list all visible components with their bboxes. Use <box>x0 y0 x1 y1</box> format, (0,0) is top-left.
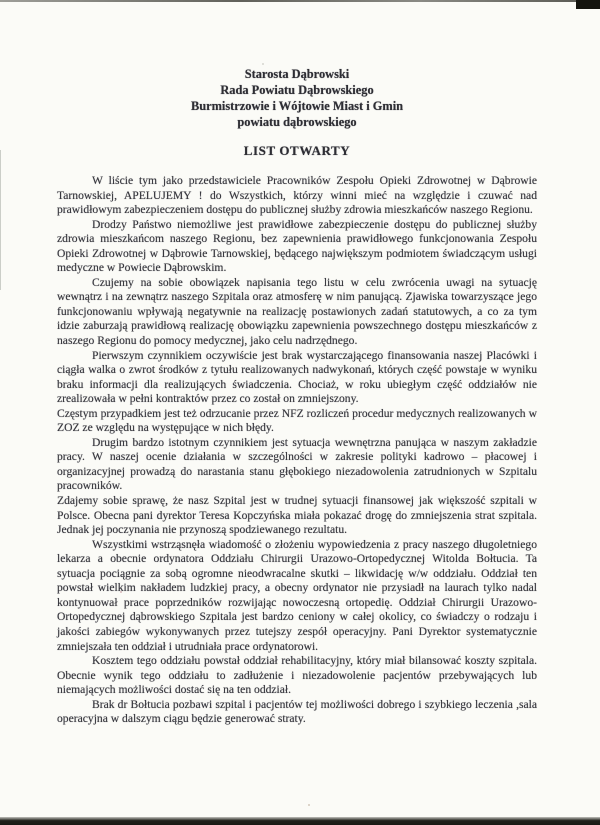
paragraph-brak-boltucia: Brak dr Bołtucia pozbawi szpital i pacjentów tej możliwości dobrego i szybkiego leczenia ,sala operacyjna w dalszym ciągu będzie generować straty. <box>57 697 537 726</box>
paragraph-rehabilitacja: Kosztem tego oddziału powstał oddział rehabilitacyjny, który miał bilansować koszty szpitala. Obecnie wynik tego oddziału to zadłużenie i niezadowolenie pacjentów przebywających lub niemających możliwości dostać się na ten oddział. <box>57 654 537 697</box>
paragraph-drugi-czynnik: Drugim bardzo istotnym czynnikiem jest sytuacja wewnętrzna panująca w naszym zakładzie pracy. W naszej ocenie działania w szczególności w zakresie polityki kadrowo – płacowej i organizacyjnej prowadzą do narastania stanu głębokiego niezadowolenia zatrudnionych w Szpitalu pracowników. <box>57 435 537 493</box>
paragraph-pierwszy-czynnik: Pierwszym czynnikiem oczywiście jest brak wystarczającego finansowania naszej Placówki i ciągła walka o zwrot środków z tytułu realizowanych nadwykonań, których część powstaje w wyniku braku informacji dla realizujących świadczenia. Chociaż, w roku ubiegłym część oddziałów nie zrealizowała w pełni kontraktów przez co został on zmniejszony. <box>57 348 537 406</box>
scan-corner-mark <box>576 0 600 9</box>
scan-edge-left <box>0 150 1 290</box>
paragraph-zdajemy-sprawe: Zdajemy sobie sprawę, że nasz Szpital jest w trudnej sytuacji finansowej jak większość szpitali w Polsce. Obecna pani dyrektor Teresa Kopczyńska miała pokazać drogę do zmniejszenia strat szpitala. Jednak jej poczynania nie przynoszą spodziewanego rezultatu. <box>57 494 537 537</box>
paragraph-czujemy: Czujemy na sobie obowiązek napisania tego listu w celu zwrócenia uwagi na sytuację wewnątrz i na zewnątrz naszego Szpitala oraz atmosferę w nim panującą. Zjawiska towarzyszące jego funkcjonowaniu wpływają negatywnie na realizację postawionych zadań statutowych, a co za tym idzie zaburzają prawidłową realizację obowiązku zapewnienia powszechnego dostępu mieszkańców z naszego Regionu do pomocy medycznej, jako celu nadrzędnego. <box>57 275 537 348</box>
letter-body <box>57 174 537 727</box>
letter-content <box>57 0 537 727</box>
letter-addressees <box>57 66 537 130</box>
addressee-line-starosta: Starosta Dąbrowski <box>244 67 350 81</box>
paragraph-wypowiedzenie: Wszystkimi wstrząsnęła wiadomość o złożeniu wypowiedzenia z pracy naszego długoletniego lekarza a obecnie ordynatora Oddziału Chirurgii Urazowo-Ortopedycznej Witolda Bołtucia. Ta sytuacja pociągnie za sobą ogromne nieodwracalne skutki – likwidację w/w oddziału. Oddział ten powstał wielkim nakładem ludzkiej pracy, a obecny ordynator nie przysiadł na laurach tylko nadal kontynuował prace poprzedników rozwijając nowoczesną ortopedię. Oddział Chirurgii Urazowo-Ortopedycznej dąbrowskiego Szpitala jest bardzo ceniony w całej okolicy, co świadczy o rodzaju i jakości zabiegów wykonywanych przez tutejszy zespół operacyjny. Pani Dyrektor systematycznie zmniejszała ten oddział i utrudniała prace ordynatorowi. <box>57 537 537 653</box>
paragraph-nfz: Częstym przypadkiem jest też odrzucanie przez NFZ rozliczeń procedur medycznych realizowanych w ZOZ ze względu na występujące w nich błędy. <box>57 406 537 435</box>
paper-speck <box>308 804 310 806</box>
paragraph-intro: W liście tym jako przedstawiciele Pracowników Zespołu Opieki Zdrowotnej w Dąbrowie Tarnowskiej, APELUJEMY ! do Wszystkich, którzy winni mieć na względzie i czuwać nad prawidłowym zabezpieczeniem dostępu do publicznej służby zdrowia mieszkańców naszego Regionu. <box>57 174 537 217</box>
addressee-line-powiat: powiatu dąbrowskiego <box>237 115 357 129</box>
addressee-line-burmistrzowie: Burmistrzowie i Wójtowie Miast i Gmin <box>190 99 404 113</box>
letter-title: LIST OTWARTY <box>243 143 351 158</box>
addressee-line-rada: Rada Powiatu Dąbrowskiego <box>220 83 374 97</box>
paragraph-drodzy-panstwo: Drodzy Państwo niemożliwe jest prawidłowe zabezpieczenie dostępu do publicznej służby zdrowia mieszkańcom naszego Regionu, bez zapewnienia prawidłowego funkcjonowania Zespołu Opieki Zdrowotnej w Dąbrowie Tarnowskiej, będącego największym podmiotem świadczącym usługi medyczne w Powiecie Dąbrowskim. <box>57 217 537 275</box>
scan-edge-bottom <box>0 817 600 825</box>
